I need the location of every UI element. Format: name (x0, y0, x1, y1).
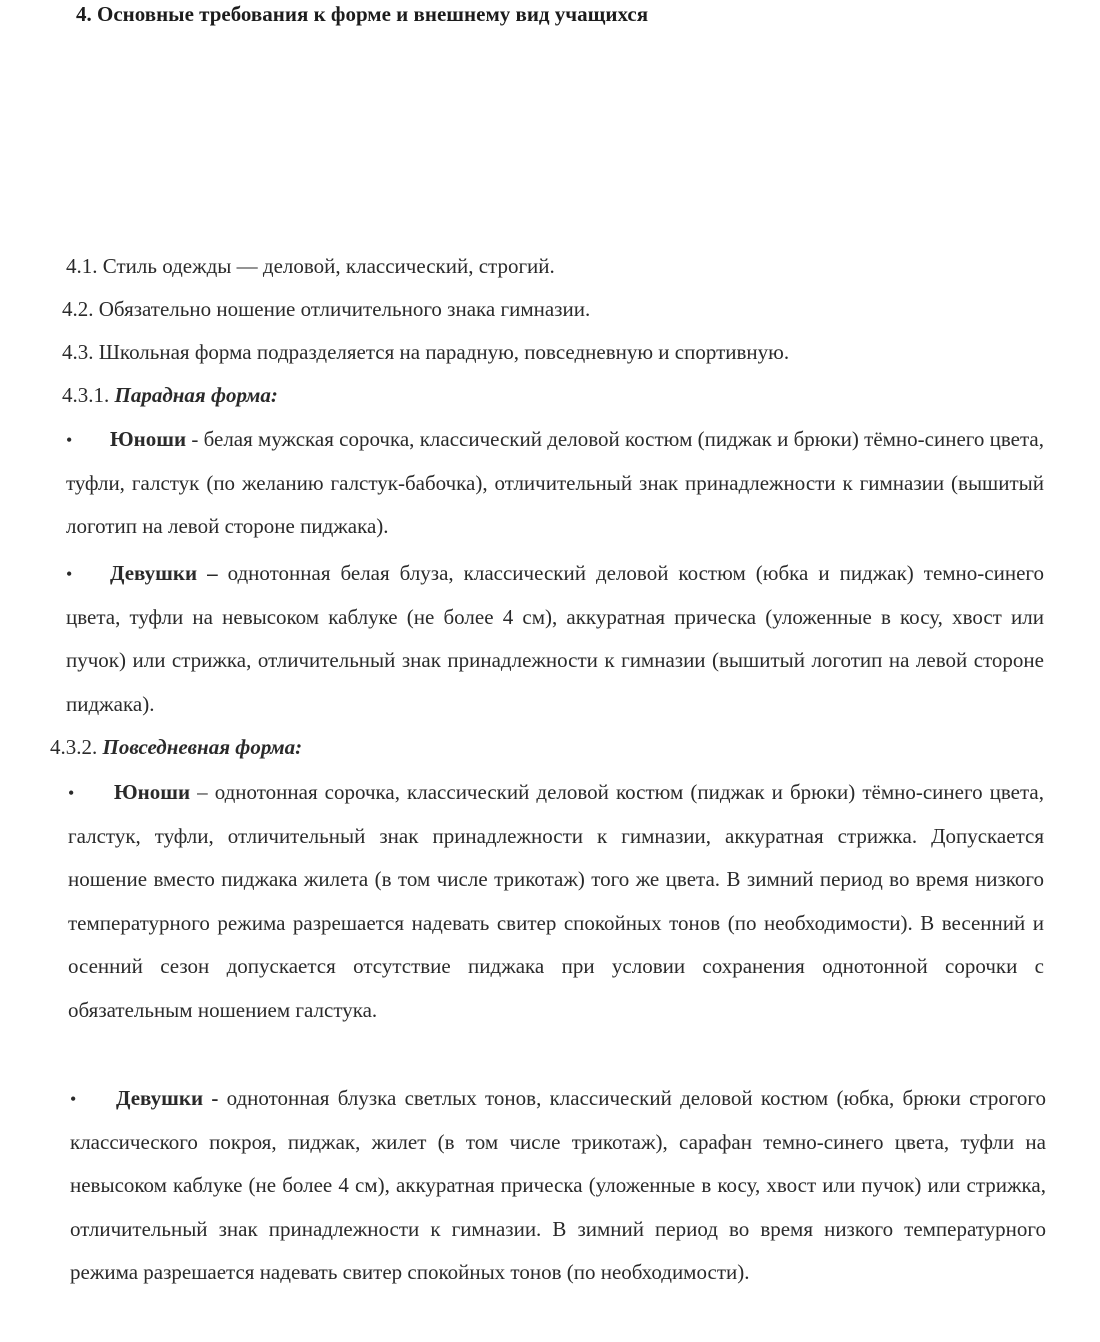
bullet-icon: • (66, 564, 73, 584)
parade-boys-text: - белая мужская сорочка, классический деловой костюм (пиджак и брюки) тёмно-синего цвета, туфли, галстук (по желанию галстук-бабочка), отличительный знак принадлежности к гимназии (вышитый логотип на левой стороне пиджака). (66, 427, 1044, 538)
daily-boys-text: – однотонная сорочка, классический деловой костюм (пиджак и брюки) тёмно-синего цвета, галстук, туфли, отличительный знак принадлежности к гимназии, аккуратная стрижка. Допускается ношение вместо пиджака жилета (в том числе трикотаж) того же цвета. В зимний период во время низкого температурного режима разрешается надевать свитер спокойных тонов (по необходимости). В весенний и осенний сезон допускается отсутствие пиджака при условии сохранения однотонной сорочки с обязательным ношением галстука. (68, 780, 1044, 1022)
daily-girls-paragraph (70, 1077, 1046, 1295)
subsection-title-parade: Парадная форма: (114, 383, 278, 407)
bullet-icon: • (66, 430, 73, 450)
parade-boys-paragraph (66, 418, 1044, 549)
parade-girls-label: Девушки – (110, 561, 218, 585)
parade-girls-paragraph (66, 552, 1044, 726)
bullet-icon: • (70, 1089, 77, 1109)
subsection-title-daily: Повседневная форма: (102, 735, 303, 759)
item-4-2: 4.2. Обязательно ношение отличительного знака гимназии. (62, 297, 591, 321)
daily-girls-label: Девушки - (116, 1086, 219, 1110)
parade-boys-label: Юноши (110, 427, 187, 451)
item-4-3-2 (50, 733, 302, 761)
parade-girls-text: однотонная белая блуза, классический деловой костюм (юбка и пиджак) темно-синего цвета, туфли на невысоком каблуке (не более 4 см), аккуратная прическа (уложенные в косу, хвост или пучок) или стрижка, отличительный знак принадлежности к гимназии (вышитый логотип на левой стороне пиджака). (66, 561, 1044, 716)
item-4-3: 4.3. Школьная форма подразделяется на парадную, повседневную и спортивную. (62, 340, 790, 364)
daily-boys-paragraph (68, 771, 1044, 1032)
item-number: 4.3.2. (50, 735, 103, 759)
item-4-1: 4.1. Стиль одежды — деловой, классический, строгий. (66, 254, 555, 278)
bullet-icon: • (68, 783, 75, 803)
daily-boys-label: Юноши (114, 780, 191, 804)
item-4-3-1 (62, 381, 278, 409)
daily-girls-text: однотонная блузка светлых тонов, классический деловой костюм (юбка, брюки строгого классического покроя, пиджак, жилет (в том числе трикотаж), сарафан темно-синего цвета, туфли на невысоком каблуке (не более 4 см), аккуратная прическа (уложенные в косу, хвост или пучок) или стрижка, отличительный знак принадлежности к гимназии. В зимний период во время низкого температурного режима разрешается надевать свитер спокойных тонов (по необходимости). (70, 1086, 1047, 1284)
section-heading: 4. Основные требования к форме и внешнему вид учащихся (76, 2, 649, 26)
item-number: 4.3.1. (62, 383, 115, 407)
